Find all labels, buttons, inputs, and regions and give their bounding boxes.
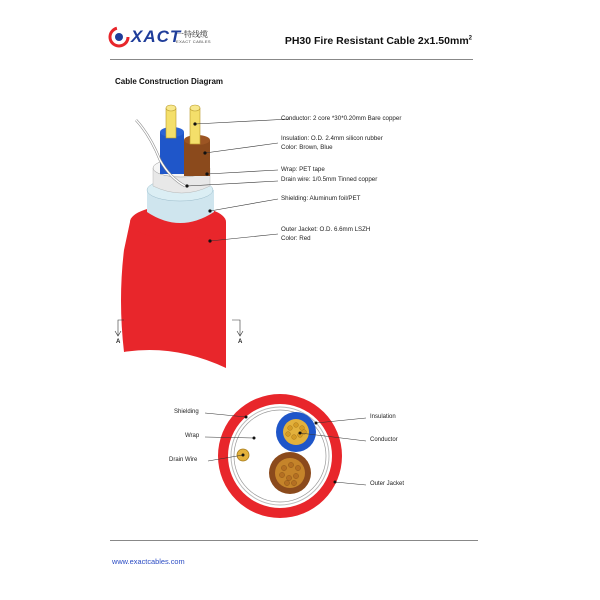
label-conductor: Conductor: 2 core *30*0.20mm Bare copper xyxy=(281,115,402,122)
label-outer-jacket: Outer Jacket: O.D. 6.6mm LSZH xyxy=(281,226,371,233)
xs-label-shielding: Shielding xyxy=(174,409,199,415)
xs-label-conductor: Conductor xyxy=(370,437,398,443)
brand-en: EXACT CABLES xyxy=(176,39,211,44)
label-shielding: Shielding: Aluminum foil/PET xyxy=(281,195,361,202)
xs-label-wrap: Wrap xyxy=(185,433,200,439)
document-title-sup: 2 xyxy=(468,35,472,42)
section-mark-left: A xyxy=(116,339,121,345)
footer-url[interactable]: www.exactcables.com xyxy=(112,557,185,566)
label-jacket-color: Color: Red xyxy=(281,235,311,242)
xs-label-insulation: Insulation xyxy=(370,414,396,420)
footer-divider xyxy=(110,540,478,541)
brand-cn: 一特线缆 xyxy=(176,30,208,39)
section-mark-right: A xyxy=(238,339,243,345)
label-insulation-color: Color: Brown, Blue xyxy=(281,144,333,151)
document-title-text: PH30 Fire Resistant Cable 2x1.50mm xyxy=(284,35,469,47)
xs-label-drain-wire: Drain Wire xyxy=(169,457,198,463)
section-title: Cable Construction Diagram xyxy=(115,77,224,86)
label-wrap: Wrap: PET tape xyxy=(281,166,325,173)
outer-jacket-shape xyxy=(121,222,226,368)
xs-label-outer-jacket: Outer Jacket xyxy=(370,481,405,487)
brand-name: XACT xyxy=(131,27,182,46)
label-insulation: Insulation: O.D. 2.4mm silicon rubber xyxy=(281,135,383,142)
label-drain-wire: Drain wire: 1/0.5mm Tinned copper xyxy=(281,176,378,183)
